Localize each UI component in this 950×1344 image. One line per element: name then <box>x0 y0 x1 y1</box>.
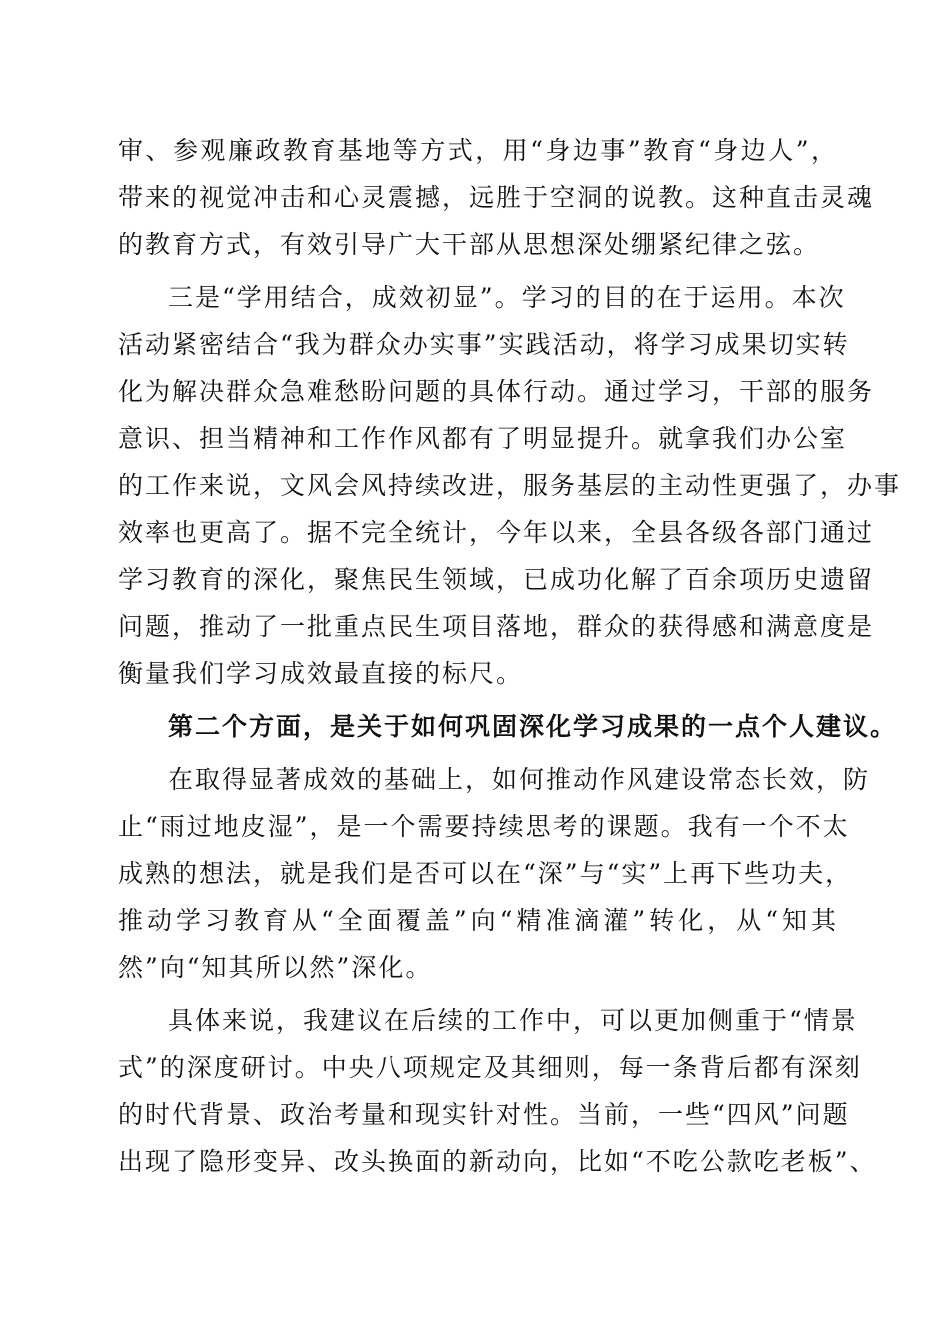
paragraph-start-line: 三是“学用结合，成效初显”。学习的目的在于运用。本次 <box>168 283 846 312</box>
text-line: 审、参观廉政教育基地等方式，用“身边事”教育“身边人”， <box>118 136 838 165</box>
paragraph-start-line: 在取得显著成效的基础上，如何推动作风建设常态长效，防 <box>168 765 871 794</box>
text-line: 带来的视觉冲击和心灵震撼，远胜于空洞的说教。这种直击灵魂 <box>118 183 875 212</box>
text-line: 然”向“知其所以然”深化。 <box>118 953 433 982</box>
text-line: 的教育方式，有效引导广大干部从思想深处绷紧纪律之弦。 <box>118 230 821 259</box>
text-line: 学习教育的深化，聚焦民生领域，已成功化解了百余项历史遗留 <box>118 565 875 594</box>
text-line: 活动紧密结合“我为群众办实事”实践活动，将学习成果切实转 <box>118 330 850 359</box>
text-line: 成熟的想法，就是我们是否可以在“深”与“实”上再下些功夫， <box>118 859 853 888</box>
text-line: 化为解决群众急难愁盼问题的具体行动。通过学习，干部的服务 <box>118 377 875 406</box>
text-line: 问题，推动了一批重点民生项目落地，群众的获得感和满意度是 <box>118 612 875 641</box>
text-line: 意识、担当精神和工作作风都有了明显提升。就拿我们办公室 <box>118 424 848 453</box>
paragraph-start-line: 具体来说，我建议在后续的工作中，可以更加侧重于“情景 <box>168 1006 858 1035</box>
section-heading: 第二个方面，是关于如何巩固深化学习成果的一点个人建议。 <box>168 712 898 741</box>
text-line: 衡量我们学习成效最直接的标尺。 <box>118 659 524 688</box>
text-line: 的工作来说，文风会风持续改进，服务基层的主动性更强了，办事 <box>118 471 902 500</box>
text-line: 止“雨过地皮湿”，是一个需要持续思考的课题。我有一个不太 <box>118 812 850 841</box>
text-line: 推动学习教育从“全面覆盖”向“精准滴灌”转化，从“知其 <box>118 906 838 935</box>
text-line: 出现了隐形变异、改头换面的新动向，比如“不吃公款吃老板”、 <box>118 1147 877 1176</box>
document-body <box>118 127 902 1185</box>
text-line: 的时代背景、政治考量和现实针对性。当前，一些“四风”问题 <box>118 1100 850 1129</box>
text-line: 效率也更高了。据不完全统计，今年以来，全县各级各部门通过 <box>118 518 875 547</box>
text-line: 式”的深度研讨。中央八项规定及其细则，每一条背后都有深刻 <box>118 1053 862 1082</box>
